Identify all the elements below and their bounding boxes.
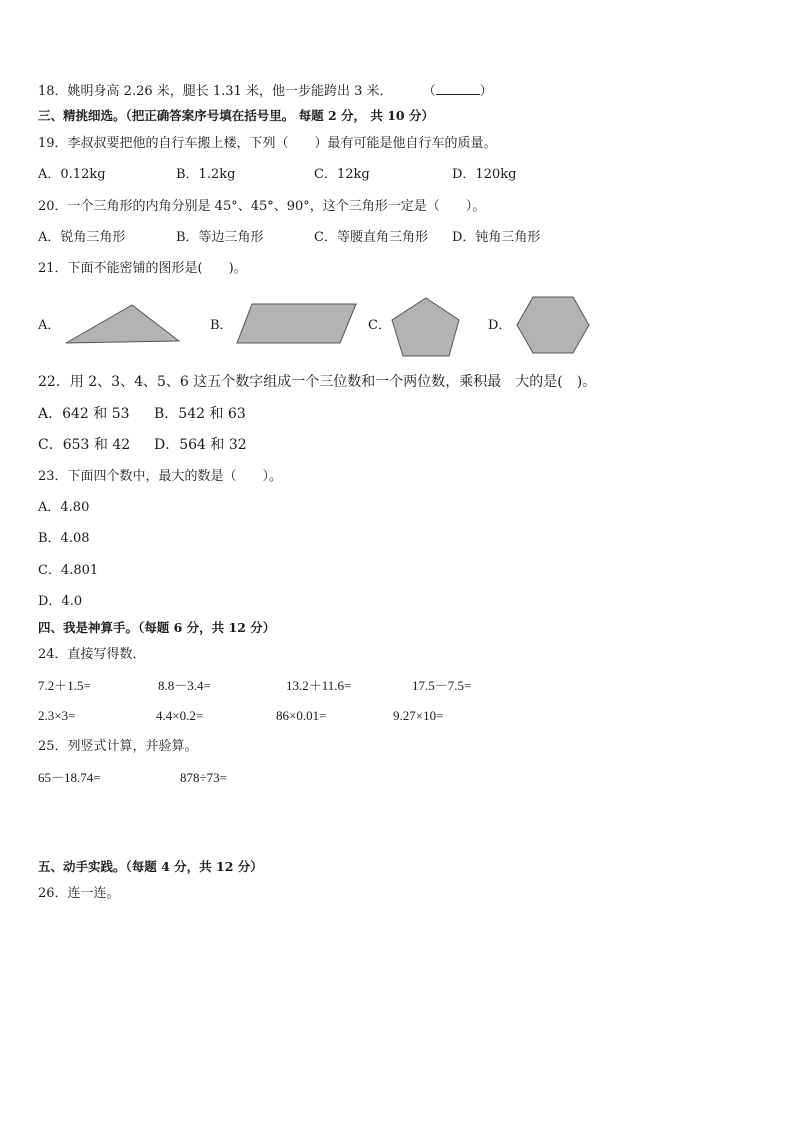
question-20-text: 20．一个三角形的内角分别是 45°、45°、90°，这个三角形一定是（ ）。 [38, 199, 486, 214]
answer-blank[interactable] [436, 82, 480, 95]
q21-option-d[interactable]: D． [488, 318, 512, 333]
q23-option-a[interactable]: A．4.80 [38, 500, 90, 515]
q19-option-d[interactable]: D．120kg [452, 167, 517, 182]
vertical-calc-item: 65－18.74= [38, 770, 101, 785]
triangle-shape [60, 300, 185, 346]
q20-option-c[interactable]: C．等腰直角三角形 [314, 230, 428, 245]
parallelogram-shape [234, 300, 359, 346]
calc-item: 13.2＋11.6= [286, 678, 352, 693]
hexagon-shape [515, 295, 591, 355]
question-18 [38, 82, 493, 100]
calc-item: 86×0.01= [276, 708, 327, 723]
vertical-calc-item: 878÷73= [180, 770, 227, 785]
q22-option-d[interactable]: D．564 和 32 [154, 437, 247, 453]
question-26-text: 26．连一连。 [38, 886, 120, 901]
question-25-text: 25．列竖式计算，并验算。 [38, 739, 198, 754]
q21-option-a[interactable]: A． [38, 318, 61, 333]
calc-item: 17.5－7.5= [412, 678, 472, 693]
calc-item: 7.2＋1.5= [38, 678, 91, 693]
q22-option-c[interactable]: C．653 和 42 [38, 437, 131, 453]
section-4-title: 四、我是神算手。（每题 6 分，共 12 分） [38, 620, 276, 635]
q21-option-b[interactable]: B． [210, 318, 233, 333]
question-18-text: 18．姚明身高 2.26 米，腿长 1.31 米，他一步能跨出 3 米． [38, 84, 393, 99]
question-23-text: 23．下面四个数中，最大的数是（ ）。 [38, 469, 283, 484]
question-22-text: 22．用 2、3、4、5、6 这五个数字组成一个三位数和一个两位数，乘积最 大的是( )。 [38, 374, 597, 390]
answer-paren-close: ） [479, 84, 493, 99]
q22-option-b[interactable]: B．542 和 63 [154, 406, 246, 422]
calc-item: 8.8－3.4= [158, 678, 211, 693]
calc-item: 4.4×0.2= [156, 708, 204, 723]
q23-option-b[interactable]: B．4.08 [38, 531, 90, 546]
question-21-text: 21．下面不能密铺的图形是( )。 [38, 261, 247, 276]
section-5-title: 五、动手实践。（每题 4 分，共 12 分） [38, 859, 263, 874]
q19-option-c[interactable]: C．12kg [314, 167, 370, 182]
q19-option-a[interactable]: A．0.12kg [38, 167, 106, 182]
q22-option-a[interactable]: A．642 和 53 [38, 406, 130, 422]
section-3-title: 三、精挑细选。（把正确答案序号填在括号里。 每题 2 分， 共 10 分） [38, 108, 434, 123]
calc-item: 9.27×10= [393, 708, 444, 723]
question-24-text: 24．直接写得数． [38, 647, 146, 662]
calc-item: 2.3×3= [38, 708, 76, 723]
q19-option-b[interactable]: B．1.2kg [176, 167, 236, 182]
answer-paren-open: （ [422, 84, 436, 99]
pentagon-shape [390, 296, 462, 358]
q20-option-a[interactable]: A．锐角三角形 [38, 230, 126, 245]
question-19-text: 19．李叔叔要把他的自行车搬上楼，下列（ ）最有可能是他自行车的质量。 [38, 136, 497, 151]
q21-option-c[interactable]: C． [368, 318, 391, 333]
q23-option-c[interactable]: C．4.801 [38, 563, 99, 578]
q20-option-b[interactable]: B．等边三角形 [176, 230, 264, 245]
q20-option-d[interactable]: D．钝角三角形 [452, 230, 541, 245]
q23-option-d[interactable]: D．4.0 [38, 594, 83, 609]
